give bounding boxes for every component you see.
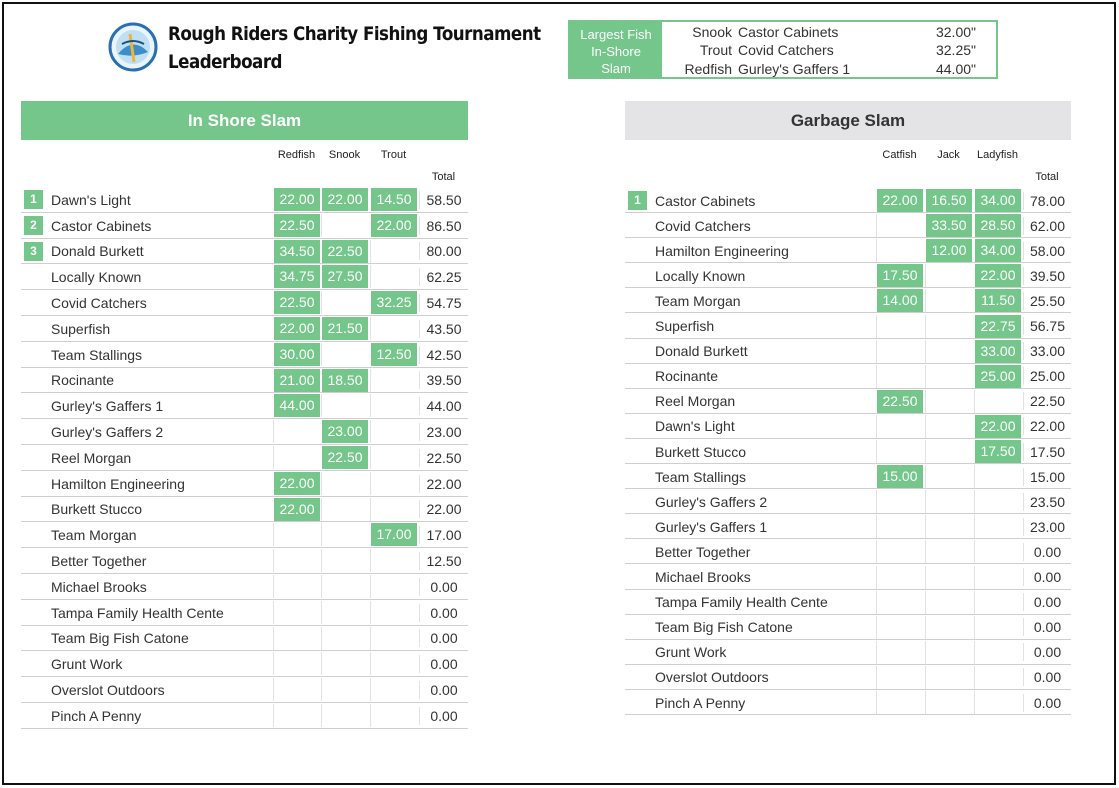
score-cell: 34.00 (974, 239, 1021, 262)
row-total: 0.00 (1023, 668, 1071, 686)
page-title (168, 20, 541, 76)
team-name: Castor Cabinets (51, 217, 152, 234)
score-cell: 44.00 (273, 394, 320, 417)
score-cell (925, 540, 972, 563)
team-name: Michael Brooks (51, 578, 147, 595)
score-cell (321, 704, 368, 727)
team-name: Better Together (655, 543, 751, 560)
table-row (625, 665, 1071, 690)
team-name: Pinch A Penny (655, 694, 746, 711)
score-cell (370, 704, 417, 727)
score-cell (974, 691, 1021, 714)
row-total: 22.00 (419, 475, 468, 493)
team-name: Team Big Fish Catone (51, 630, 189, 647)
score-cell (273, 678, 320, 701)
row-total: 25.00 (1023, 367, 1071, 385)
score-cell: 21.00 (273, 369, 320, 392)
score-cell (925, 440, 972, 463)
score-cell (321, 549, 368, 572)
table-row (21, 626, 468, 652)
score-cell (370, 317, 417, 340)
table-row (625, 314, 1071, 339)
row-total: 33.00 (1023, 342, 1071, 360)
score-cell (925, 465, 972, 488)
score-cell: 22.50 (321, 446, 368, 469)
row-total: 58.00 (1023, 242, 1071, 260)
row-total: 23.50 (1023, 493, 1071, 511)
team-name: Donald Burkett (655, 343, 748, 360)
score-cell (321, 291, 368, 314)
score-cell: 14.50 (370, 188, 417, 211)
score-cell (876, 239, 923, 262)
score-cell (321, 523, 368, 546)
score-cell (273, 446, 320, 469)
score-cell (273, 704, 320, 727)
score-cell (974, 666, 1021, 689)
row-total: 43.50 (419, 320, 468, 338)
score-cell (321, 575, 368, 598)
score-cell (321, 472, 368, 495)
score-cell: 22.50 (876, 390, 923, 413)
rank-badge: 1 (628, 191, 647, 210)
score-cell (876, 691, 923, 714)
score-cell: 21.50 (321, 317, 368, 340)
score-cell (370, 627, 417, 650)
score-cell: 17.50 (974, 440, 1021, 463)
team-name: Team Stallings (655, 468, 747, 485)
score-cell (974, 465, 1021, 488)
team-name: Gurley's Gaffers 1 (655, 518, 768, 535)
team-name: Burkett Stucco (655, 443, 747, 460)
largest-fish-label (570, 22, 662, 77)
score-cell (925, 315, 972, 338)
largest-fish-label-line: In-Shore (591, 44, 641, 59)
score-cell: 15.00 (876, 465, 923, 488)
score-cell: 30.00 (273, 343, 320, 366)
tournament-logo-icon (108, 22, 158, 72)
score-cell (370, 265, 417, 288)
table-row (625, 389, 1071, 414)
score-cell: 16.50 (925, 189, 972, 212)
score-cell (370, 472, 417, 495)
score-cell (974, 540, 1021, 563)
score-cell: 22.50 (273, 291, 320, 314)
team-name: Reel Morgan (51, 449, 132, 466)
largest-fish-label-line: Largest Fish (580, 27, 652, 42)
row-total: 22.00 (419, 500, 468, 518)
table-row (625, 263, 1071, 288)
table-row (21, 497, 468, 523)
score-cell (370, 549, 417, 572)
team-name: Rocinante (655, 368, 719, 385)
table-row (625, 615, 1071, 640)
score-cell (321, 214, 368, 237)
table-row (21, 316, 468, 342)
table-row (21, 342, 468, 368)
row-total: 0.00 (1023, 643, 1071, 661)
row-total: 42.50 (419, 346, 468, 364)
score-cell (273, 627, 320, 650)
largest-fish-size: 44.00" (935, 61, 976, 77)
team-name: Pinch A Penny (51, 707, 142, 724)
largest-fish-row (662, 23, 996, 41)
score-cell: 17.00 (370, 523, 417, 546)
team-name: Hamilton Engineering (51, 475, 185, 492)
table-row (21, 213, 468, 239)
score-cell (925, 415, 972, 438)
row-total: 23.00 (419, 423, 468, 441)
score-cell: 22.00 (273, 472, 320, 495)
row-total: 23.00 (1023, 518, 1071, 536)
row-total: 15.00 (1023, 468, 1071, 486)
score-cell (876, 616, 923, 639)
score-cell: 11.50 (974, 289, 1021, 312)
column-header: Redfish (277, 149, 316, 161)
team-name: Overslot Outdoors (655, 669, 769, 686)
largest-fish-row (662, 41, 996, 59)
score-cell (370, 394, 417, 417)
row-total: 0.00 (419, 707, 468, 725)
score-cell: 27.50 (321, 265, 368, 288)
score-cell: 22.00 (321, 188, 368, 211)
score-cell (925, 365, 972, 388)
table-row (21, 600, 468, 626)
row-total: 12.50 (419, 552, 468, 570)
score-cell: 18.50 (321, 369, 368, 392)
table-row (21, 290, 468, 316)
table-row (21, 677, 468, 703)
table-row (625, 514, 1071, 539)
score-cell (321, 498, 368, 521)
team-name: Donald Burkett (51, 243, 144, 260)
table-row (625, 288, 1071, 313)
table-row (625, 590, 1071, 615)
table-row (21, 264, 468, 290)
table-row (21, 703, 468, 729)
score-cell: 12.50 (370, 343, 417, 366)
title-line-1: Rough Riders Charity Fishing Tournament (168, 23, 541, 45)
score-cell (876, 566, 923, 589)
team-name: Locally Known (655, 267, 746, 284)
row-total: 0.00 (419, 578, 468, 596)
score-cell (321, 601, 368, 624)
largest-fish-size: 32.00" (935, 24, 976, 40)
score-cell (974, 490, 1021, 513)
score-cell (273, 549, 320, 572)
score-cell (370, 652, 417, 675)
team-name: Tampa Family Health Cente (655, 594, 828, 611)
team-name: Grunt Work (655, 644, 727, 661)
score-cell: 22.50 (273, 214, 320, 237)
column-header: Jack (937, 149, 960, 161)
team-name: Covid Catchers (655, 217, 751, 234)
score-cell (925, 641, 972, 664)
row-total: 0.00 (1023, 568, 1071, 586)
score-cell (273, 523, 320, 546)
row-total: 0.00 (419, 604, 468, 622)
score-cell (925, 666, 972, 689)
table-row (21, 393, 468, 419)
largest-fish-row (662, 60, 996, 78)
score-cell (974, 566, 1021, 589)
rank-badge: 1 (24, 190, 43, 209)
score-cell (974, 591, 1021, 614)
team-name: Dawn's Light (655, 418, 735, 435)
score-cell: 22.75 (974, 315, 1021, 338)
team-name: Rocinante (51, 372, 115, 389)
score-cell (925, 340, 972, 363)
score-cell (925, 289, 972, 312)
row-total: 44.00 (419, 397, 468, 415)
score-cell: 14.00 (876, 289, 923, 312)
table-row (625, 539, 1071, 564)
score-cell (925, 616, 972, 639)
column-header: Snook (328, 149, 361, 161)
score-cell (370, 240, 417, 263)
row-total: 39.50 (419, 371, 468, 389)
score-cell (876, 214, 923, 237)
table-row (625, 238, 1071, 263)
team-name: Dawn's Light (51, 191, 131, 208)
team-name: Burkett Stucco (51, 501, 143, 518)
inshore-slam-banner: In Shore Slam (21, 101, 468, 140)
score-cell (974, 641, 1021, 664)
score-cell (321, 652, 368, 675)
team-name: Locally Known (51, 269, 142, 286)
table-row (21, 548, 468, 574)
team-name: Better Together (51, 553, 147, 570)
team-name: Team Stallings (51, 346, 143, 363)
team-name: Gurley's Gaffers 1 (51, 398, 164, 415)
score-cell (273, 601, 320, 624)
table-row (625, 364, 1071, 389)
score-cell: 22.00 (273, 188, 320, 211)
team-name: Gurley's Gaffers 2 (51, 424, 164, 441)
score-cell (321, 678, 368, 701)
row-total: 78.00 (1023, 192, 1071, 210)
largest-fish-size: 32.25" (935, 42, 976, 58)
rank-badge: 2 (24, 216, 43, 235)
score-cell (321, 394, 368, 417)
team-name: Hamilton Engineering (655, 242, 789, 259)
score-cell (876, 415, 923, 438)
team-name: Team Big Fish Catone (655, 619, 793, 636)
team-name: Reel Morgan (655, 393, 736, 410)
row-total: 54.75 (419, 294, 468, 312)
score-cell (925, 691, 972, 714)
score-cell (925, 264, 972, 287)
row-total: 0.00 (1023, 593, 1071, 611)
score-cell: 25.00 (974, 365, 1021, 388)
column-header: Ladyfish (977, 149, 1018, 161)
row-total: 0.00 (1023, 543, 1071, 561)
score-cell (925, 591, 972, 614)
table-row (21, 471, 468, 497)
row-total: 25.50 (1023, 292, 1071, 310)
table-row (21, 419, 468, 445)
row-total: 62.25 (419, 268, 468, 286)
score-cell: 22.00 (273, 317, 320, 340)
score-cell (370, 369, 417, 392)
team-name: Grunt Work (51, 656, 123, 673)
score-cell (876, 340, 923, 363)
score-cell: 34.00 (974, 189, 1021, 212)
score-cell (370, 575, 417, 598)
score-cell: 22.00 (273, 498, 320, 521)
table-row (625, 690, 1071, 715)
total-header: Total (431, 171, 456, 183)
score-cell (273, 575, 320, 598)
largest-fish-team: Gurley's Gaffers 1 (738, 61, 851, 77)
row-total: 0.00 (419, 681, 468, 699)
score-cell (876, 315, 923, 338)
largest-fish-label-line: Slam (601, 61, 631, 76)
score-cell (321, 343, 368, 366)
largest-fish-team: Castor Cabinets (738, 24, 839, 40)
table-row (21, 187, 468, 213)
largest-fish-panel (568, 20, 998, 79)
team-name: Gurley's Gaffers 2 (655, 493, 768, 510)
column-header: Trout (380, 149, 407, 161)
score-cell (876, 490, 923, 513)
column-header: Catfish (882, 149, 917, 161)
score-cell (876, 641, 923, 664)
table-row (21, 522, 468, 548)
score-cell (876, 440, 923, 463)
team-name: Castor Cabinets (655, 192, 756, 209)
score-cell (370, 446, 417, 469)
row-total: 58.50 (419, 191, 468, 209)
score-cell (925, 566, 972, 589)
team-name: Tampa Family Health Cente (51, 604, 224, 621)
row-total: 22.50 (1023, 392, 1071, 410)
largest-fish-team: Covid Catchers (738, 42, 834, 58)
table-row (625, 489, 1071, 514)
row-total: 56.75 (1023, 317, 1071, 335)
score-cell (370, 601, 417, 624)
row-total: 86.50 (419, 217, 468, 235)
table-row (625, 439, 1071, 464)
score-cell: 23.00 (321, 420, 368, 443)
table-row (625, 640, 1071, 665)
score-cell: 34.75 (273, 265, 320, 288)
score-cell (876, 540, 923, 563)
table-row (625, 213, 1071, 238)
score-cell (925, 390, 972, 413)
largest-fish-species: Trout (699, 42, 732, 58)
score-cell (876, 365, 923, 388)
team-name: Team Morgan (655, 292, 741, 309)
team-name: Team Morgan (51, 527, 137, 544)
score-cell: 22.00 (876, 189, 923, 212)
score-cell (876, 666, 923, 689)
score-cell: 32.25 (370, 291, 417, 314)
row-total: 22.00 (1023, 417, 1071, 435)
rank-badge: 3 (24, 242, 43, 261)
team-name: Overslot Outdoors (51, 682, 165, 699)
score-cell (370, 678, 417, 701)
table-row (21, 445, 468, 471)
table-row (21, 574, 468, 600)
garbage-slam-banner: Garbage Slam (625, 101, 1071, 140)
score-cell (876, 515, 923, 538)
table-row (625, 188, 1071, 213)
score-cell: 33.00 (974, 340, 1021, 363)
score-cell: 22.00 (974, 415, 1021, 438)
row-total: 17.50 (1023, 443, 1071, 461)
largest-fish-species: Redfish (684, 61, 732, 77)
row-total: 80.00 (419, 242, 468, 260)
team-name: Superfish (51, 320, 111, 337)
score-cell (273, 420, 320, 443)
title-line-2: Leaderboard (168, 51, 282, 73)
team-name: Michael Brooks (655, 569, 751, 586)
row-total: 0.00 (1023, 618, 1071, 636)
team-name: Superfish (655, 318, 715, 335)
score-cell: 12.00 (925, 239, 972, 262)
total-header: Total (1035, 171, 1059, 183)
score-cell (273, 652, 320, 675)
score-cell: 17.50 (876, 264, 923, 287)
largest-fish-species: Snook (692, 24, 732, 40)
score-cell (925, 490, 972, 513)
score-cell: 22.50 (321, 240, 368, 263)
score-cell: 22.00 (370, 214, 417, 237)
table-row (625, 565, 1071, 590)
score-cell (974, 616, 1021, 639)
score-cell (974, 515, 1021, 538)
row-total: 0.00 (419, 655, 468, 673)
table-row (625, 464, 1071, 489)
score-cell (370, 498, 417, 521)
table-row (625, 339, 1071, 364)
score-cell: 33.50 (925, 214, 972, 237)
score-cell (370, 420, 417, 443)
score-cell (321, 627, 368, 650)
score-cell (974, 390, 1021, 413)
table-row (21, 368, 468, 394)
row-total: 62.00 (1023, 217, 1071, 235)
row-total: 0.00 (1023, 694, 1071, 712)
row-total: 0.00 (419, 629, 468, 647)
team-name: Covid Catchers (51, 295, 147, 312)
score-cell: 22.00 (974, 264, 1021, 287)
score-cell: 28.50 (974, 214, 1021, 237)
row-total: 22.50 (419, 449, 468, 467)
score-cell (876, 591, 923, 614)
table-row (21, 651, 468, 677)
row-total: 17.00 (419, 526, 468, 544)
score-cell (925, 515, 972, 538)
score-cell: 34.50 (273, 240, 320, 263)
table-row (21, 239, 468, 265)
row-total: 39.50 (1023, 267, 1071, 285)
table-row (625, 414, 1071, 439)
